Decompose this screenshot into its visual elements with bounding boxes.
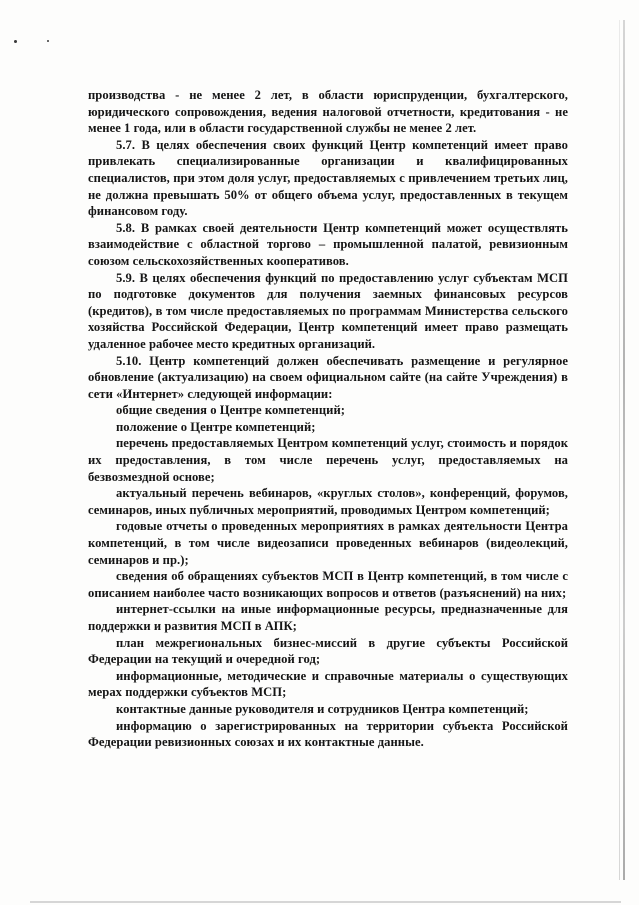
list-item-appeals: сведения об обращениях субъектов МСП в Центр компетенций, в том числе с описанием наиболее часто возникающих вопросов и ответов (разъяснений) на них; bbox=[88, 569, 568, 600]
list-item-contacts: контактные данные руководителя и сотрудников Центра компетенций; bbox=[116, 701, 529, 716]
list-item-business-missions: план межрегиональных бизнес-миссий в другие субъекты Российской Федерации на текущий и очередной год; bbox=[88, 635, 568, 667]
list-item-links: интернет-ссылки на иные информационные ресурсы, предназначенные для поддержки и развития МСП в АПК; bbox=[88, 602, 568, 633]
list-item-general-info: общие сведения о Центре компетенций; bbox=[116, 403, 346, 418]
paragraph-5-7: 5.7. В целях обеспечения своих функций Центр компетенций имеет право привлекать специализированные организации и квалифицированных специалистов, при этом доля услуг, предоставляемых с привлечением третьих лиц, не должна превышать 50% от общего объема услуг, предоставленных в текущем финансовом году. bbox=[88, 137, 568, 219]
document-body bbox=[88, 87, 568, 751]
scan-edge-shadow bbox=[623, 20, 625, 880]
scan-bottom-edge bbox=[30, 901, 621, 903]
list-item-events: актуальный перечень вебинаров, «круглых столов», конференций, форумов, семинаров, иных публичных мероприятий, проводимых Центром компетенций; bbox=[88, 486, 568, 517]
paragraph-5-10: 5.10. Центр компетенций должен обеспечивать размещение и регулярное обновление (актуализацию) на своем официальном сайте (на сайте Учреждения) в сети «Интернет» следующей информации: bbox=[88, 353, 568, 401]
paragraph-5-9: 5.9. В целях обеспечения функций по предоставлению услуг субъектам МСП по подготовке документов для получения заемных финансовых ресурсов (кредитов), в том числе предоставляемых по программам Министерства сельского хозяйства Российской Федерации, Центр компетенций имеет право размещать удаленное рабочее место кредитных организаций. bbox=[88, 270, 568, 351]
list-item-regulation: положение о Центре компетенций; bbox=[116, 419, 316, 434]
scan-edge-shadow-inner bbox=[619, 20, 620, 880]
paragraph-5-8: 5.8. В рамках своей деятельности Центр компетенций может осуществлять взаимодействие с областной торгово – промышленной палатой, ревизионным союзом сельскохозяйственных кооперативов. bbox=[88, 220, 568, 268]
scan-speck bbox=[47, 40, 49, 42]
list-item-audit-unions: информацию о зарегистрированных на территории субъекта Российской Федерации ревизионных союзах и их контактные данные. bbox=[88, 718, 568, 750]
list-item-materials: информационные, методические и справочные материалы о существующих мерах поддержки субъектов МСП; bbox=[88, 668, 568, 700]
scan-speck bbox=[14, 40, 17, 43]
list-item-annual-reports: годовые отчеты о проведенных мероприятиях в рамках деятельности Центра компетенций, в том числе видеозаписи проведенных вебинаров (видеолекций, семинаров и пр.); bbox=[88, 519, 568, 567]
paragraph-continuation: производства - не менее 2 лет, в области юриспруденции, бухгалтерского, юридического сопровождения, ведения налоговой отчетности, кредитования - не менее 1 года, или в области государственной службы не менее 2 лет. bbox=[88, 88, 568, 136]
list-item-services: перечень предоставляемых Центром компетенций услуг, стоимость и порядок их предоставления, в том числе перечень услуг, предоставляемых на безвозмездной основе; bbox=[88, 436, 568, 484]
